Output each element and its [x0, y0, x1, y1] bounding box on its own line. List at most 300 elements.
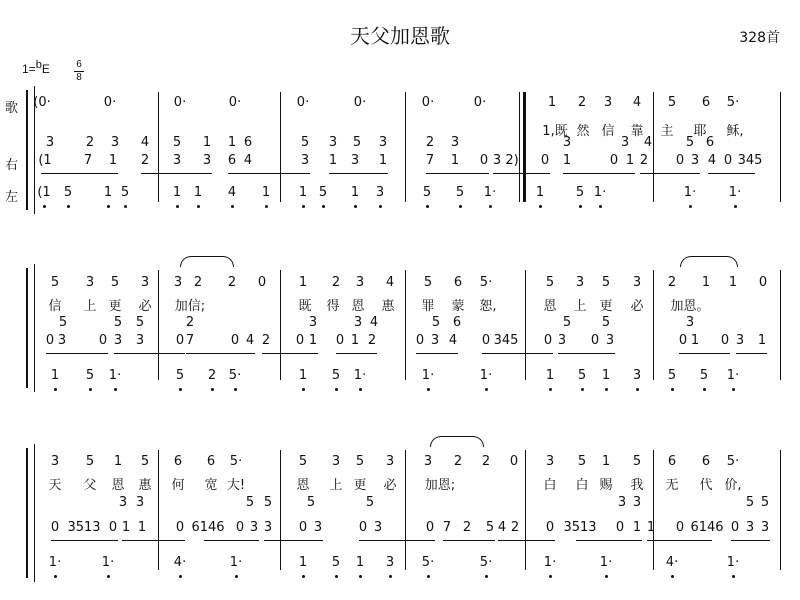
note-right-upper: 3 [118, 495, 128, 510]
note-right-upper: 3 [617, 495, 627, 510]
note-voice: 0 [758, 275, 768, 290]
note-right-lower: 0 [175, 333, 185, 348]
note-voice: 5 [577, 454, 587, 469]
bar-line [780, 92, 781, 202]
note-right-lower: 0 [590, 333, 600, 348]
note-right-lower: 2) [505, 153, 519, 168]
note-left: 1· [726, 555, 740, 570]
note-voice: 3 [85, 275, 95, 290]
note-right-upper: 4 [140, 135, 150, 150]
bar-line [525, 450, 526, 570]
octave-dot [671, 575, 674, 578]
note-right-upper: 2 [185, 315, 195, 330]
part-label-voice: 歌 [5, 101, 19, 116]
octave-dot [211, 388, 214, 391]
note-right-upper: 5 [172, 135, 182, 150]
note-right-lower: 1 [328, 153, 338, 168]
note-left: 5· [421, 555, 435, 570]
bar-line [280, 92, 281, 202]
octave-dot [379, 205, 382, 208]
note-right-lower: 3 [249, 520, 259, 535]
note-left: 1 [193, 185, 203, 200]
beam-line [204, 540, 259, 541]
beam-line [264, 540, 323, 541]
lyric-syllable: 稣, [726, 124, 744, 139]
note-left: 1 [298, 368, 308, 383]
lyric-syllable: 无 [665, 478, 679, 493]
note-left: 1· [421, 368, 435, 383]
bar-line [405, 450, 406, 570]
lyric-syllable: 宽 [204, 478, 218, 493]
note-right-upper: 5 [306, 495, 316, 510]
bar-line [280, 450, 281, 570]
note-right-lower: 3 [263, 520, 273, 535]
beam-line [679, 353, 730, 354]
note-left: 1· [101, 555, 115, 570]
lyric-syllable: 加恩; [424, 478, 456, 493]
note-voice: 3 [632, 275, 642, 290]
octave-dot [734, 205, 737, 208]
lyric-syllable: 赐 [599, 478, 613, 493]
system-bracket-line [34, 264, 35, 392]
beam-line [41, 173, 118, 174]
note-right-lower: 3 [430, 333, 440, 348]
note-right-upper: 5 [245, 495, 255, 510]
note-left: 5 [331, 555, 341, 570]
octave-dot [539, 205, 542, 208]
note-voice: 1 [701, 275, 711, 290]
octave-dot [335, 575, 338, 578]
octave-dot [549, 575, 552, 578]
beam-line [647, 540, 712, 541]
beam-line [443, 540, 495, 541]
note-left: 1· [353, 368, 367, 383]
note-right-upper: 1 [202, 135, 212, 150]
note-right-lower: 0 [730, 520, 740, 535]
note-right-lower: 3 [313, 520, 323, 535]
note-right-lower: 2 [367, 333, 377, 348]
note-right-lower: 0 [45, 333, 55, 348]
lyric-syllable: 白 [575, 478, 589, 493]
lyric-syllable: 必 [630, 299, 644, 314]
note-left: (1 [37, 185, 51, 200]
beam-line [708, 173, 755, 174]
note-right-upper: 5 [685, 135, 695, 150]
octave-dot [389, 575, 392, 578]
octave-dot [176, 205, 179, 208]
beam-line [736, 353, 767, 354]
bar-line [280, 270, 281, 380]
note-voice: 6 [206, 454, 216, 469]
note-right-lower: 1 [450, 153, 460, 168]
note-right-upper: 6 [705, 135, 715, 150]
beam-line [640, 173, 700, 174]
lyric-syllable: 必 [138, 299, 152, 314]
octave-dot [43, 205, 46, 208]
beam-line [141, 173, 212, 174]
note-voice: 3 [603, 95, 613, 110]
bar-line [780, 450, 781, 570]
lyric-syllable: 1,既 [542, 124, 568, 139]
note-right-lower: 0 [481, 333, 491, 348]
note-left: 5 [318, 185, 328, 200]
octave-dot [231, 205, 234, 208]
note-left: 1 [535, 185, 545, 200]
note-right-lower: 3 [492, 153, 502, 168]
note-right-lower: 0 [425, 520, 435, 535]
note-left: 5· [479, 555, 493, 570]
octave-dot [302, 388, 305, 391]
octave-dot [335, 388, 338, 391]
note-voice: 0· [421, 95, 435, 110]
note-voice: 2 [667, 275, 677, 290]
bar-line [525, 270, 526, 380]
note-right-lower: 0 [720, 333, 730, 348]
lyric-syllable: 上 [83, 299, 97, 314]
note-right-upper: 5 [352, 135, 362, 150]
note-right-upper: 4 [643, 135, 653, 150]
note-right-upper: 4 [369, 315, 379, 330]
note-right-lower: 3 [350, 153, 360, 168]
note-right-lower: 0 [415, 333, 425, 348]
octave-dot [605, 575, 608, 578]
note-right-lower: 6146 [690, 520, 724, 535]
note-right-lower: 0 [479, 153, 489, 168]
beam-line [426, 173, 489, 174]
octave-dot [197, 205, 200, 208]
octave-dot [179, 388, 182, 391]
bar-line [653, 270, 654, 380]
beam-line [359, 540, 435, 541]
beam-line [51, 540, 118, 541]
note-right-upper: 5 [263, 495, 273, 510]
note-right-lower: 3 [300, 153, 310, 168]
bar-line [653, 92, 654, 202]
note-left: 3 [375, 185, 385, 200]
note-voice: 3 [173, 275, 183, 290]
note-right-lower: 3513 [67, 520, 101, 535]
note-right-lower: 1 [625, 153, 635, 168]
lyric-syllable: 代 [699, 478, 713, 493]
octave-dot [54, 388, 57, 391]
note-left: 1· [108, 368, 122, 383]
lyric-syllable: 天 [48, 478, 62, 493]
octave-dot [732, 388, 735, 391]
note-left: 3 [632, 368, 642, 383]
note-right-lower: 4 [707, 153, 717, 168]
note-left: 1 [355, 555, 365, 570]
note-right-lower: 7 [442, 520, 452, 535]
note-left: 5 [331, 368, 341, 383]
note-voice: 5· [726, 95, 740, 110]
note-left: 5 [422, 185, 432, 200]
note-left: 5 [120, 185, 130, 200]
note-right-lower: 1 [121, 520, 131, 535]
note-left: 1· [599, 555, 613, 570]
note-right-upper: 5 [113, 315, 123, 330]
note-right-lower: 1 [378, 153, 388, 168]
lyric-syllable: 大! [226, 478, 246, 493]
note-right-lower: 6146 [191, 520, 225, 535]
note-right-lower: 0 [358, 520, 368, 535]
note-right-lower: 3 [172, 153, 182, 168]
note-right-lower: 2 [462, 520, 472, 535]
octave-dot [107, 575, 110, 578]
octave-dot [485, 575, 488, 578]
beam-line [329, 173, 388, 174]
note-right-lower: 0 [545, 520, 555, 535]
note-right-lower: 1 [690, 333, 700, 348]
repeat-bar-thick [523, 92, 526, 202]
note-right-lower: 3 [57, 333, 67, 348]
note-right-lower: 0 [298, 520, 308, 535]
octave-dot [549, 388, 552, 391]
note-right-upper: 3 [620, 135, 630, 150]
note-voice: 5· [229, 454, 243, 469]
octave-dot [322, 205, 325, 208]
note-left: 1· [479, 368, 493, 383]
note-right-upper: 3 [685, 315, 695, 330]
bar-line [780, 270, 781, 380]
note-right-lower: 1 [137, 520, 147, 535]
note-right-lower: 1 [646, 520, 656, 535]
note-voice: 5 [298, 454, 308, 469]
note-right-lower: 0 [175, 520, 185, 535]
note-left: 1· [543, 555, 557, 570]
note-right-lower: (1 [38, 153, 52, 168]
note-left: 5· [228, 368, 242, 383]
note-right-lower: 3 [135, 333, 145, 348]
note-right-lower: 0 [615, 520, 625, 535]
hymn-number: 328首 [739, 30, 780, 46]
lyric-syllable: 惠 [381, 299, 395, 314]
lyric-syllable: 靠 [630, 124, 644, 139]
lyric-syllable: 上 [573, 299, 587, 314]
octave-dot [235, 575, 238, 578]
octave-dot [302, 205, 305, 208]
note-left: 4· [665, 555, 679, 570]
note-voice: 2 [193, 275, 203, 290]
note-right-lower: 3 [735, 333, 745, 348]
hymn-title: 天父加恩歌 [350, 24, 450, 48]
lyric-syllable: 更 [353, 478, 367, 493]
key-signature [22, 59, 50, 76]
bar-line [405, 270, 406, 380]
note-voice: 5· [479, 275, 493, 290]
part-label-left: 左 [5, 190, 19, 205]
lyric-syllable: 信 [48, 299, 62, 314]
note-right-lower: 0 [335, 333, 345, 348]
note-voice: 3 [385, 454, 395, 469]
note-left: 1 [50, 368, 60, 383]
note-voice: 2 [481, 454, 491, 469]
octave-dot [114, 388, 117, 391]
beam-line [498, 540, 555, 541]
lyric-syllable: 恕, [479, 299, 497, 314]
system-left-line [26, 448, 28, 578]
note-right-lower: 7 [425, 153, 435, 168]
note-right-lower: 3 [202, 153, 212, 168]
lyric-syllable: 恩 [111, 478, 125, 493]
note-right-upper: 5 [562, 315, 572, 330]
note-right-upper: 5 [135, 315, 145, 330]
note-left: 1· [593, 185, 607, 200]
note-left: 1· [683, 185, 697, 200]
note-voice: 5· [726, 454, 740, 469]
lyric-syllable: 更 [108, 299, 122, 314]
octave-dot [89, 388, 92, 391]
lyric-syllable: 然 [576, 124, 590, 139]
repeat-bar-line [519, 92, 520, 202]
note-voice: 0· [353, 95, 367, 110]
lyric-syllable: 更 [599, 299, 613, 314]
note-left: 2 [207, 368, 217, 383]
octave-dot [427, 575, 430, 578]
note-right-lower: 0 [675, 520, 685, 535]
note-right-upper: 3 [353, 315, 363, 330]
note-left: 4· [173, 555, 187, 570]
system-bracket-line [34, 444, 35, 582]
note-right-lower: 0 [543, 333, 553, 348]
octave-dot [179, 575, 182, 578]
key-prefix: 1= [22, 62, 36, 76]
octave-dot [581, 388, 584, 391]
octave-dot [302, 575, 305, 578]
note-voice: 0· [103, 95, 117, 110]
note-left: 1 [298, 555, 308, 570]
bar-line [158, 270, 159, 380]
note-voice: 3 [423, 454, 433, 469]
beam-line [122, 540, 185, 541]
note-right-lower: 7 [83, 153, 93, 168]
note-right-upper: 3 [450, 135, 460, 150]
note-right-lower: 2 [261, 333, 271, 348]
note-voice: 3 [50, 454, 60, 469]
note-voice: (0· [33, 95, 51, 110]
note-right-lower: 0 [108, 520, 118, 535]
lyric-syllable: 何 [171, 478, 185, 493]
note-left: 5 [455, 185, 465, 200]
meter-top: 6 [76, 59, 82, 70]
octave-dot [234, 388, 237, 391]
note-voice: 5 [667, 95, 677, 110]
note-voice: 5 [545, 275, 555, 290]
octave-dot [579, 205, 582, 208]
note-left: 1 [350, 185, 360, 200]
note-right-lower: 0 [540, 153, 550, 168]
note-left: 5 [667, 368, 677, 383]
time-signature [74, 60, 84, 83]
note-voice: 0· [173, 95, 187, 110]
bar-line [653, 450, 654, 570]
lyric-syllable: 上 [329, 478, 343, 493]
lyric-syllable: 恩 [351, 299, 365, 314]
beam-line [416, 353, 458, 354]
note-voice: 5 [110, 275, 120, 290]
octave-dot [265, 205, 268, 208]
tie-arc [180, 256, 234, 267]
note-voice: 4 [385, 275, 395, 290]
note-voice: 0 [509, 454, 519, 469]
note-right-lower: 0 [50, 520, 60, 535]
note-voice: 3 [140, 275, 150, 290]
note-right-upper: 1 [227, 135, 237, 150]
system-left-line [26, 90, 28, 210]
note-right-lower: 3 [557, 333, 567, 348]
lyric-syllable: 加信; [174, 299, 206, 314]
beam-line [563, 173, 635, 174]
note-voice: 1 [728, 275, 738, 290]
note-right-lower: 0 [675, 153, 685, 168]
bar-line [405, 92, 406, 202]
note-right-upper: 5 [365, 495, 375, 510]
lyric-syllable: 罪 [421, 299, 435, 314]
lyric-syllable: 我 [630, 478, 644, 493]
note-voice: 5 [632, 454, 642, 469]
note-voice: 6 [453, 275, 463, 290]
note-right-upper: 5 [431, 315, 441, 330]
bar-line [158, 450, 159, 570]
note-left: 1· [48, 555, 62, 570]
note-right-lower: 345 [493, 333, 519, 348]
note-voice: 3 [355, 275, 365, 290]
note-left: 5 [575, 185, 585, 200]
lyric-syllable: 必 [383, 478, 397, 493]
octave-dot [67, 205, 70, 208]
note-right-upper: 5 [58, 315, 68, 330]
note-right-upper: 5 [601, 315, 611, 330]
note-right-lower: 0 [295, 333, 305, 348]
octave-dot [636, 388, 639, 391]
note-right-upper: 2 [85, 135, 95, 150]
note-left: 1· [483, 185, 497, 200]
octave-dot [359, 575, 362, 578]
note-voice: 5 [85, 454, 95, 469]
note-right-lower: 2 [510, 520, 520, 535]
octave-dot [354, 205, 357, 208]
note-right-lower: 345 [737, 153, 763, 168]
note-voice: 0 [257, 275, 267, 290]
note-left: 1 [261, 185, 271, 200]
meter-bottom: 8 [76, 72, 82, 83]
note-voice: 1 [547, 95, 557, 110]
lyric-syllable: 既 [298, 299, 312, 314]
lyric-syllable: 恩 [543, 299, 557, 314]
note-voice: 0· [296, 95, 310, 110]
beam-line [228, 173, 310, 174]
note-right-lower: 1 [562, 153, 572, 168]
note-voice: 5 [50, 275, 60, 290]
lyric-syllable: 耶 [693, 124, 707, 139]
note-voice: 2 [453, 454, 463, 469]
note-voice: 5 [601, 275, 611, 290]
note-right-upper: 3 [562, 135, 572, 150]
note-voice: 1 [601, 454, 611, 469]
note-right-upper: 3 [328, 135, 338, 150]
note-right-lower: 0 [609, 153, 619, 168]
lyric-syllable: 信 [601, 124, 615, 139]
tie-arc [430, 436, 484, 447]
note-left: 4 [227, 185, 237, 200]
beam-line [482, 353, 553, 354]
octave-dot [54, 575, 57, 578]
note-right-upper: 6 [243, 135, 253, 150]
note-right-upper: 6 [452, 315, 462, 330]
lyric-syllable: 价, [724, 478, 742, 493]
note-right-lower: 4 [497, 520, 507, 535]
note-right-upper: 3 [110, 135, 120, 150]
note-right-upper: 5 [300, 135, 310, 150]
